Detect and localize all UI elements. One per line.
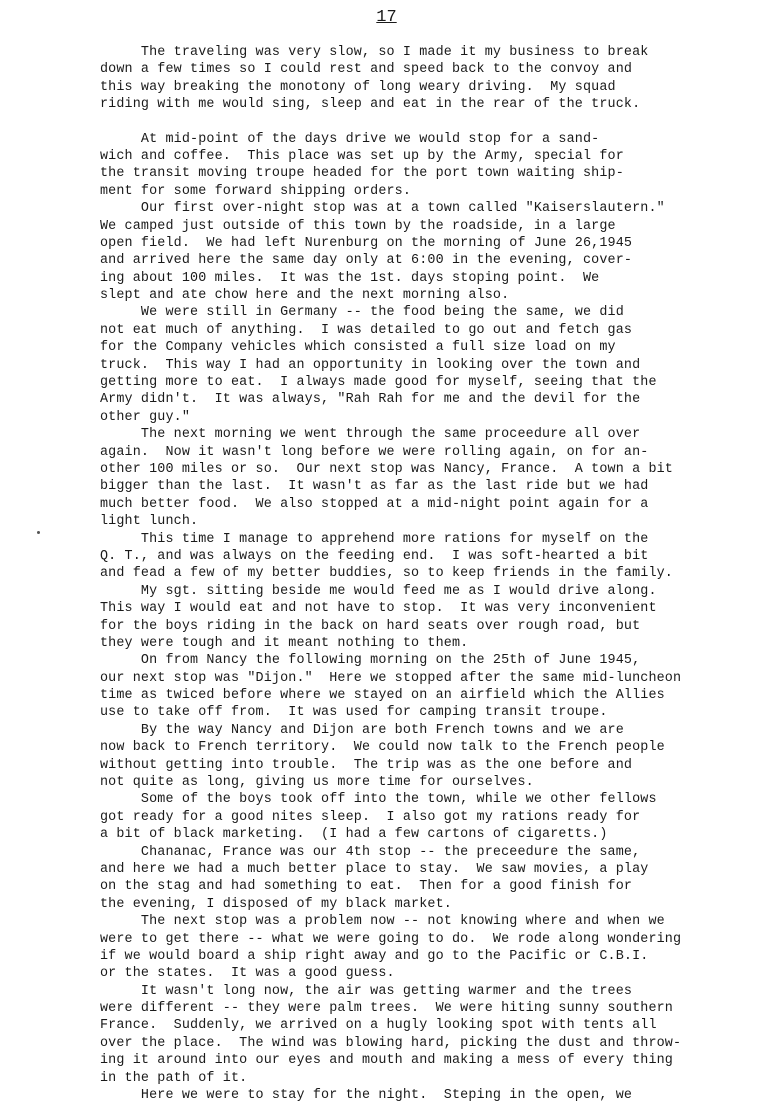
text-line: The next stop was a problem now -- not knowing where and when we — [100, 914, 665, 930]
text-line: our next stop was "Dijon." Here we stopped after the same mid-luncheon — [100, 670, 682, 686]
text-line: riding with me would sing, sleep and eat in the rear of the truck. — [100, 97, 641, 113]
text-line: over the place. The wind was blowing hard, picking the dust and throw- — [100, 1035, 682, 1051]
text-line: We camped just outside of this town by the roadside, in a large — [100, 218, 616, 234]
text-line: It wasn't long now, the air was getting warmer and the trees — [100, 983, 633, 999]
text-line: they were tough and it meant nothing to them. — [100, 635, 469, 651]
text-line: ing it around into our eyes and mouth and making a mess of every thing — [100, 1053, 673, 1069]
text-line: This time I manage to apprehend more rations for myself on the — [100, 531, 649, 547]
text-line: Some of the boys took off into the town, while we other fellows — [100, 792, 657, 808]
text-line: bigger than the last. It wasn't as far as the last ride but we had — [100, 479, 649, 495]
text-line: not quite as long, giving us more time for ourselves. — [100, 775, 534, 791]
text-line: and arrived here the same day only at 6:00 in the evening, cover- — [100, 253, 633, 269]
text-line: wich and coffee. This place was set up by the Army, special for — [100, 148, 624, 164]
text-line: and fead a few of my better buddies, so to keep friends in the family. — [100, 566, 673, 582]
text-line: Q. T., and was always on the feeding end. I was soft-hearted a bit — [100, 548, 649, 564]
text-line: other guy." — [100, 409, 191, 425]
text-line: truck. This way I had an opportunity in looking over the town and — [100, 357, 641, 373]
text-line: or the states. It was a good guess. — [100, 966, 395, 982]
text-line: now back to French territory. We could now talk to the French people — [100, 740, 665, 756]
text-line: My sgt. sitting beside me would feed me as I would drive along. — [100, 583, 657, 599]
text-line: and here we had a much better place to stay. We saw movies, a play — [100, 861, 649, 877]
paragraph — [100, 44, 700, 114]
text-line: time as twiced before where we stayed on an airfield which the Allies — [100, 688, 665, 704]
text-line: The traveling was very slow, so I made it my business to break — [100, 45, 649, 60]
page-number: 17 — [376, 8, 397, 27]
text-line: On from Nancy the following morning on the 25th of June 1945, — [100, 653, 641, 669]
text-line: other 100 miles or so. Our next stop was Nancy, France. A town a bit — [100, 461, 673, 477]
text-line: in the path of it. — [100, 1070, 248, 1086]
text-line: for the Company vehicles which consisted a full size load on my — [100, 340, 616, 356]
text-line: on the stag and had something to eat. Then for a good finish for — [100, 879, 633, 895]
text-line: At mid-point of the days drive we would stop for a sand- — [100, 131, 600, 147]
text-line: France. Suddenly, we arrived on a hugly looking spot with tents all — [100, 1018, 657, 1034]
body-text — [100, 44, 700, 1104]
text-line: Army didn't. It was always, "Rah Rah for me and the devil for the — [100, 392, 641, 408]
text-line: the evening, I disposed of my black market. — [100, 896, 452, 912]
text-line: without getting into trouble. The trip was as the one before and — [100, 757, 633, 773]
text-line: if we would board a ship right away and go to the Pacific or C.B.I. — [100, 948, 649, 964]
margin-mark — [37, 531, 40, 534]
text-line: the transit moving troupe headed for the port town waiting ship- — [100, 166, 624, 182]
paragraph — [100, 131, 700, 1104]
text-line: This way I would eat and not have to stop. It was very inconvenient — [100, 601, 657, 617]
text-line: use to take off from. It was used for camping transit troupe. — [100, 705, 608, 721]
text-line: again. Now it wasn't long before we were rolling again, on for an- — [100, 444, 649, 460]
text-line: slept and ate chow here and the next morning also. — [100, 288, 510, 304]
text-line: The next morning we went through the same proceedure all over — [100, 427, 641, 443]
text-line: were to get there -- what we were going to do. We rode along wondering — [100, 931, 682, 947]
text-line: a bit of black marketing. (I had a few cartons of cigaretts.) — [100, 827, 608, 843]
text-line: light lunch. — [100, 514, 199, 530]
text-line: were different -- they were palm trees. We were hiting sunny southern — [100, 1001, 673, 1017]
text-line: ment for some forward shipping orders. — [100, 183, 412, 199]
text-line: Here we were to stay for the night. Steping in the open, we — [100, 1088, 633, 1104]
text-line: Our first over-night stop was at a town called "Kaiserslautern." — [100, 201, 665, 217]
text-line: Chananac, France was our 4th stop -- the preceedure the same, — [100, 844, 641, 860]
text-line: this way breaking the monotony of long weary driving. My squad — [100, 79, 616, 95]
text-line: getting more to eat. I always made good for myself, seeing that the — [100, 375, 657, 391]
text-line: much better food. We also stopped at a mid-night point again for a — [100, 496, 649, 512]
text-line: open field. We had left Nurenburg on the morning of June 26,1945 — [100, 235, 633, 251]
text-line: down a few times so I could rest and speed back to the convoy and — [100, 62, 633, 78]
text-line: got ready for a good nites sleep. I also got my rations ready for — [100, 809, 641, 825]
text-line: By the way Nancy and Dijon are both French towns and we are — [100, 722, 624, 738]
paragraph-gap — [100, 114, 700, 131]
text-line: We were still in Germany -- the food being the same, we did — [100, 305, 624, 321]
text-line: not eat much of anything. I was detailed to go out and fetch gas — [100, 322, 633, 338]
text-line: ing about 100 miles. It was the 1st. days stoping point. We — [100, 270, 600, 286]
text-line: for the boys riding in the back on hard seats over rough road, but — [100, 618, 641, 634]
